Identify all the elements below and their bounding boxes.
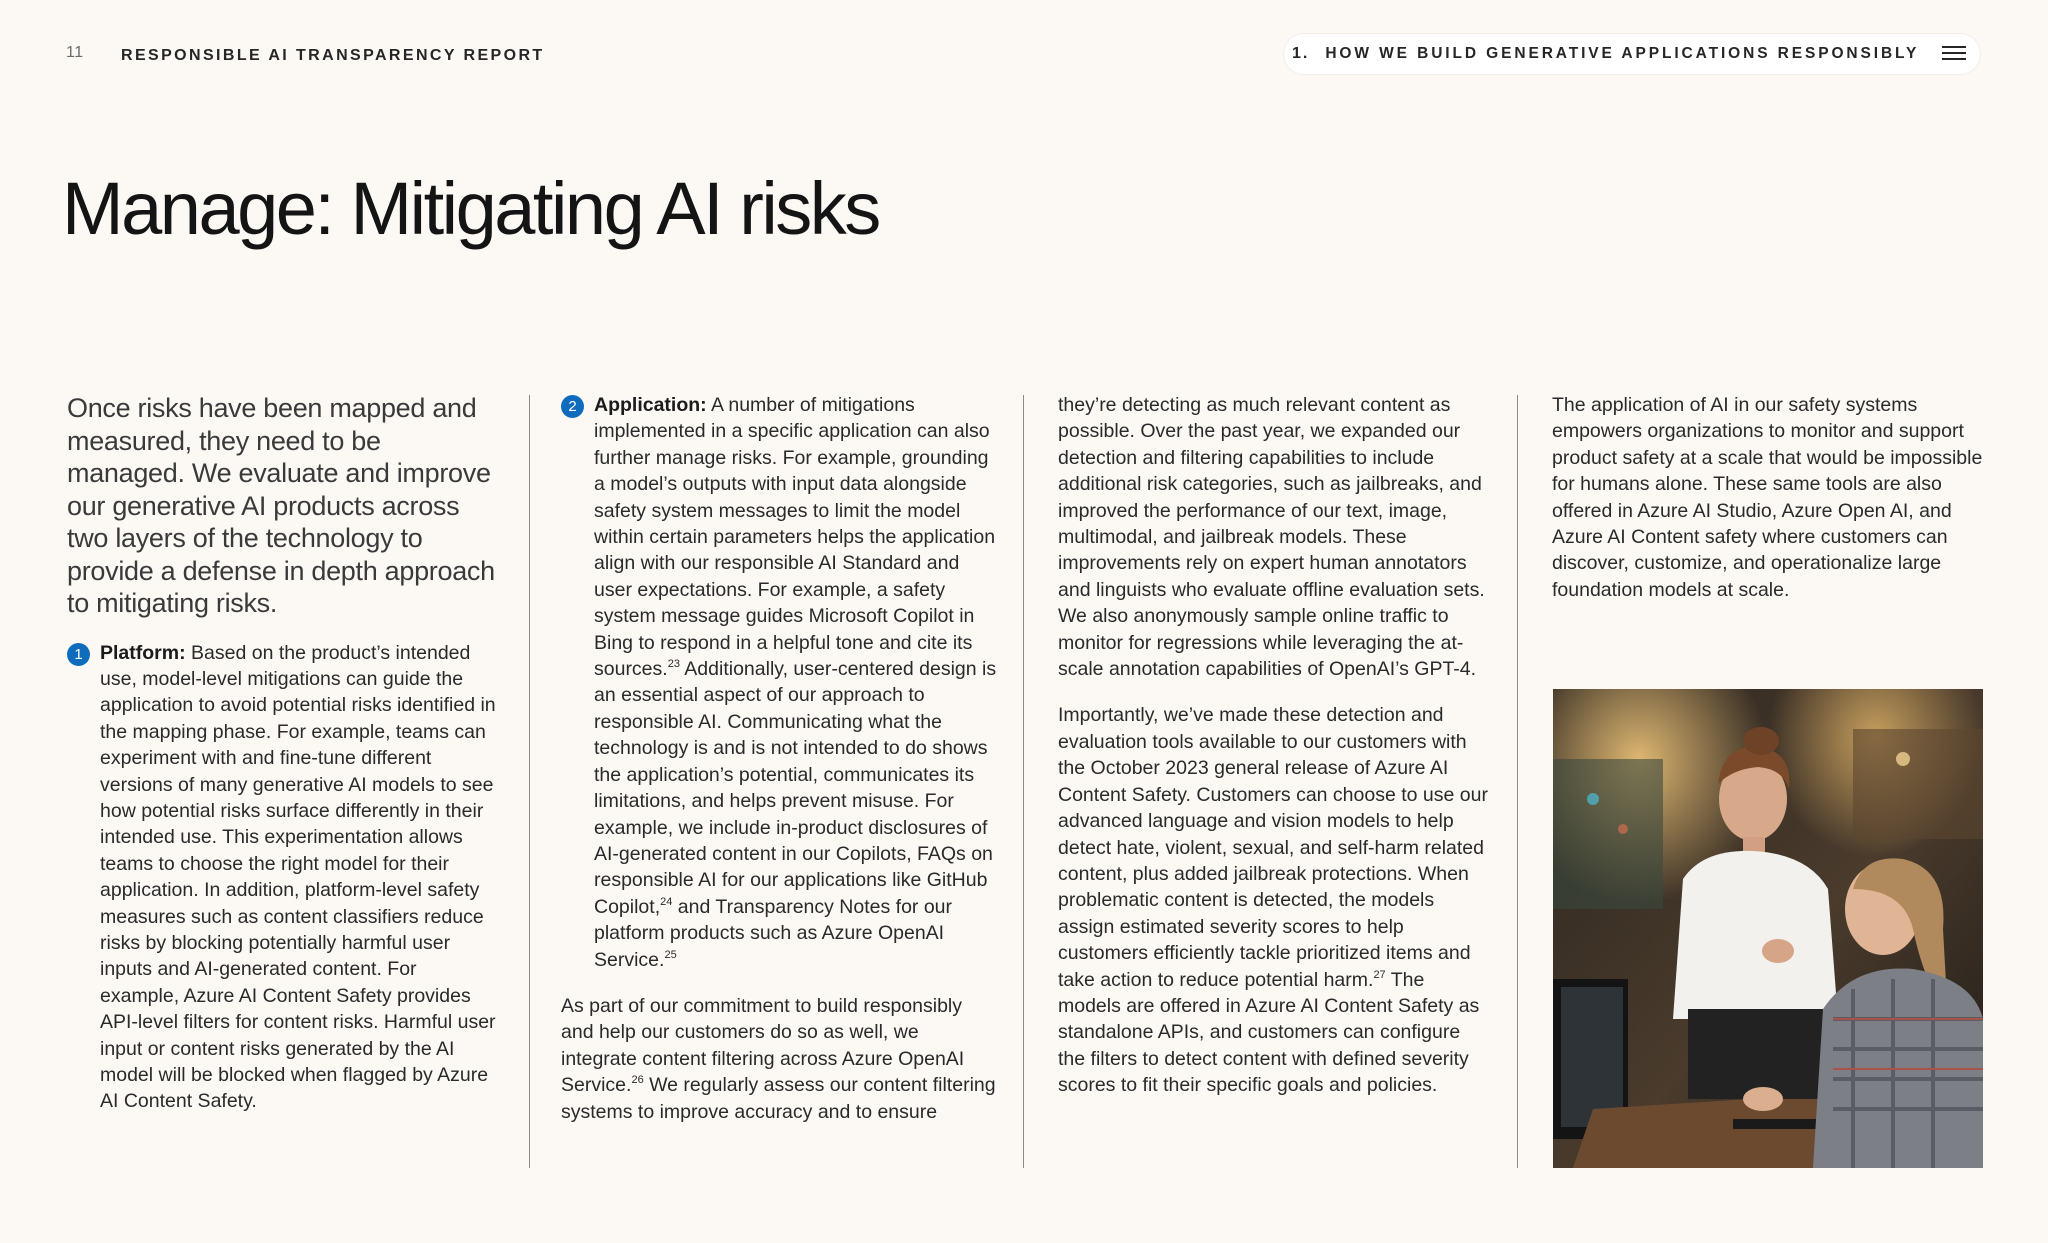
page-number: 11 bbox=[66, 44, 84, 61]
footnote-ref[interactable]: 23 bbox=[667, 658, 680, 671]
application-text-a: A number of mitigations implemented in a specific application can also further manage risks. For example, grounding a model’s outputs with input data alongside safety system messages to limit the model within certain parameters helps the application align with our responsible AI Standard and user expectations. For example, a safety system message guides Microsoft Copilot in Bing to respond in a helpful tone and cite its sources. bbox=[594, 394, 996, 681]
column-divider-1 bbox=[529, 395, 530, 1168]
platform-text: Based on the product’s intended use, model-level mitigations can guide the application to avoid potential risks identified in the mapping phase. For example, teams can experiment with and fine-tune different versions of many generative AI models to see how potential risks surface differently in their intended use. This experimentation allows teams to choose the right model for their application. In addition, platform-level safety measures such as content classifiers reduce risks by blocking potentially harmful user inputs and AI-generated content. For example, Azure AI Content Safety provides API-level filters for content risks. Harmful user input or content risks generated by the AI model will be blocked when flagged by Azure AI Content Safety. bbox=[100, 641, 496, 1113]
office-photo bbox=[1553, 689, 1983, 1168]
number-badge-1: 1 bbox=[67, 643, 90, 666]
application-text-b: Additionally, user-centered design is an essential aspect of our approach to responsible AI. Communicating what the technology is and is not intended to do shows the application’s potential, communicates its limitations, and helps prevent misuse. For example, we include in-product disclosures of AI-generated content in our Copilots, FAQs on responsible AI for our applications like GitHub Copilot, bbox=[594, 658, 997, 918]
paragraph-text-b: The models are offered in Azure AI Content Safety as standalone APIs, and customers can configure the filters to detect content with defined severity scores to fit their specific goals and policies. bbox=[1058, 968, 1480, 1097]
column-4 bbox=[1552, 392, 1988, 623]
detection-paragraph: they’re detecting as much relevant content as possible. Over the past year, we expanded our detection and filtering capabilities to include additional risk categories, such as jailbreaks, and improved the performance of our text, image, multimodal, and jailbreak models. These improvements rely on expert human annotators and linguists who evaluate offline evaluation sets. We also anonymously sample online traffic to monitor for regressions while leveraging the at-scale annotation capabilities of OpenAI’s GPT-4. bbox=[1058, 394, 1485, 681]
column-divider-2 bbox=[1023, 395, 1024, 1168]
footnote-ref[interactable]: 25 bbox=[664, 948, 677, 961]
section-title[interactable]: HOW WE BUILD GENERATIVE APPLICATIONS RESPONSIBLY bbox=[1325, 45, 1920, 62]
platform-item bbox=[67, 640, 499, 1115]
page-title: Manage: Mitigating AI risks bbox=[62, 167, 879, 250]
intro-text: Once risks have been mapped and measured, they need to be managed. We evaluate and improve our generative AI products across two layers of the technology to provide a defense in depth approach to mitigating risks. bbox=[67, 393, 495, 618]
safety-systems-paragraph: The application of AI in our safety systems empowers organizations to monitor and support product safety at a scale that would be impossible for humans alone. These same tools are also offered in Azure AI Studio, Azure Open AI, and Azure AI Content safety where customers can discover, customize, and operationalize large foundation models at scale. bbox=[1552, 394, 1983, 601]
section-nav[interactable] bbox=[1284, 34, 1980, 74]
number-badge-2: 2 bbox=[561, 395, 584, 418]
application-heading: Application: bbox=[594, 394, 707, 416]
column-divider-3 bbox=[1517, 395, 1518, 1168]
footnote-ref[interactable]: 27 bbox=[1373, 968, 1386, 981]
application-text-c: and Transparency Notes for our platform products such as Azure OpenAI Service. bbox=[594, 895, 953, 971]
tools-paragraph bbox=[1058, 702, 1490, 1098]
paragraph-text-a: As part of our commitment to build responsibly and help our customers do so as well, we integrate content filtering across Azure OpenAI Service. bbox=[561, 994, 965, 1097]
content-filtering-paragraph bbox=[561, 993, 997, 1125]
hamburger-menu-icon[interactable] bbox=[1942, 46, 1966, 62]
platform-heading: Platform: bbox=[100, 641, 186, 664]
column-1 bbox=[67, 392, 499, 1115]
footnote-ref[interactable]: 24 bbox=[660, 895, 673, 908]
report-title: RESPONSIBLE AI TRANSPARENCY REPORT bbox=[121, 47, 545, 64]
column-3 bbox=[1058, 392, 1490, 1119]
paragraph-text-b: We regularly assess our content filtering systems to improve accuracy and to ensure bbox=[561, 1074, 996, 1123]
section-number: 1. bbox=[1292, 45, 1310, 62]
column-2 bbox=[561, 392, 997, 1145]
paragraph-text-a: Importantly, we’ve made these detection and evaluation tools available to our customers with the October 2023 general release of Azure AI Content Safety. Customers can choose to use our advanced language and vision models to help detect hate, violent, sexual, and self-harm related content, plus added jailbreak protections. When problematic content is detected, the models assign estimated severity scores to help customers efficiently tackle prioritized items and take action to reduce potential harm. bbox=[1058, 704, 1488, 991]
footnote-ref[interactable]: 26 bbox=[631, 1074, 644, 1087]
application-item bbox=[561, 392, 997, 973]
